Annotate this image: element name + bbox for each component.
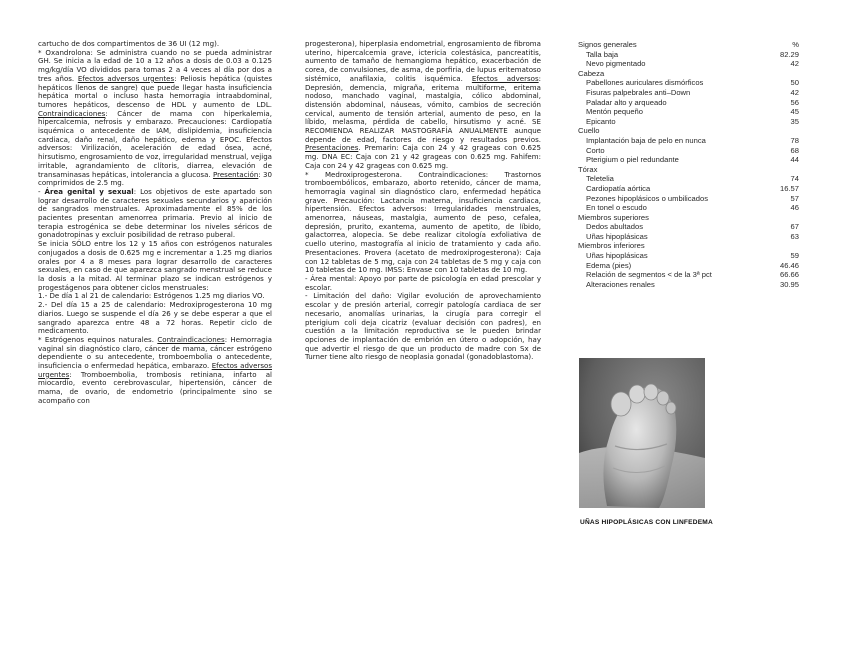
paragraph bbox=[305, 292, 541, 362]
table-section-header bbox=[578, 241, 799, 251]
row-label: Pabellones auriculares dismórficos bbox=[586, 78, 704, 88]
table-row bbox=[578, 261, 799, 271]
row-value: 56 bbox=[790, 97, 799, 107]
table-row bbox=[578, 78, 799, 88]
row-label: Implantación baja de pelo en nunca bbox=[586, 135, 706, 145]
table-row bbox=[578, 194, 799, 204]
row-value: % bbox=[792, 40, 799, 49]
left-text-column bbox=[38, 40, 272, 406]
row-label: Pterigium o piel redundante bbox=[586, 155, 679, 165]
table-section-header bbox=[578, 213, 799, 223]
text-run: 1.- De día 1 al 21 de calendario: Estrógenos 1.25 mg diarios VO. bbox=[38, 291, 265, 301]
table-row bbox=[578, 50, 799, 60]
text-run: : Hemorragia vaginal sin diagnóstico claro, cáncer de mama, cáncer estrógeno dependiente o su antecedente, tromboembolia o antecedente, insuficiencia o enfermedad hepática, embarazo. bbox=[38, 334, 272, 371]
row-label: Uñas hipoplásicas bbox=[586, 231, 648, 241]
paragraph bbox=[305, 40, 541, 171]
foot-photo-image bbox=[579, 358, 705, 508]
row-label: Cardiopatía aórtica bbox=[586, 183, 651, 193]
text-run: - Limitación del daño: Vigilar evolución de aprovechamiento escolar y de presión arterial, corregir patología cardiaca de ser necesario, anomalías urinarias, la cirugía para corregir el pterigium coli deja cicatriz (evaluar decisión con padres), en cuestión a la limitación reproductiva se le pueden brindar opciones de implantación de embrión en útero o adopción, hay que advertir el riesgo de que un producto de madre con Sx de Turner tiene alto riesgo de neoplasia gonadal (gonadoblastoma). bbox=[305, 291, 541, 362]
row-value bbox=[769, 241, 799, 251]
row-label: Signos generales bbox=[578, 40, 637, 49]
table-row bbox=[578, 251, 799, 261]
row-value: 82.29 bbox=[779, 49, 799, 59]
row-label: Epicanto bbox=[586, 116, 616, 126]
paragraph bbox=[38, 240, 272, 292]
paragraph bbox=[38, 49, 272, 188]
table-row bbox=[578, 88, 799, 98]
paragraph bbox=[38, 301, 272, 336]
row-value: 42 bbox=[790, 59, 799, 69]
clinical-signs-table bbox=[578, 40, 799, 289]
row-value: 68 bbox=[790, 145, 799, 155]
row-value: 78 bbox=[790, 135, 799, 145]
text-run: * Oxandrolona: Se administra cuando no se pueda administrar GH. Se inicia a la edad de 10 a 12 años a dosis de 0.03 a 0.125 mg/kg/día VO divididos para tomas 2 a 4 veces al día por dos a tres años. bbox=[38, 47, 272, 83]
paragraph bbox=[38, 188, 272, 240]
text-run: cartucho de dos compartimentos de 36 UI (12 mg). bbox=[38, 39, 220, 48]
row-label: En tonel o escudo bbox=[586, 203, 647, 213]
photo-caption: UÑAS HIPOPLÁSICAS CON LINFEDEMA bbox=[580, 519, 713, 526]
row-label: Cuello bbox=[578, 126, 600, 136]
row-label: Edema (pies) bbox=[586, 260, 632, 270]
text-run: * Medroxiprogesterona. Contraindicaciones: Trastornos tromboembólicos, embarazo, aborto retenido, cáncer de mama, hemorragia vaginal sin diagnóstico claro, enfermedad hepática grave. Precaución: Lactancia materna, insuficiencia cardiaca, hipertensión. Efectos adversos: Irregularidades menstruales, amenorrea, náuseas, mastalgia, aumento de peso, cefalea, depresión, prurito, exantema, aumento de apetito, de líbido, galactorrea, alopecia. Se debe realizar citología exfoliativa de cuello uterino, mastografía al inicio de tratamiento y cada año. Presentaciones. Provera (acetato de medroxiprogesterona): Caja con 12 tabletas de 5 mg, caja con 24 tabletas de 5 mg y caja con 10 tabletas de 10 mg. IMSS: Envase con 10 tabletas de 10 mg. bbox=[305, 169, 541, 275]
row-value: 66.66 bbox=[779, 270, 799, 280]
paragraph bbox=[305, 275, 541, 292]
table-row bbox=[578, 107, 799, 117]
table-row bbox=[578, 184, 799, 194]
row-value: 46.46 bbox=[779, 260, 799, 270]
row-value: 35 bbox=[790, 116, 799, 126]
row-label: Dedos abultados bbox=[586, 222, 643, 232]
row-value: 46 bbox=[790, 203, 799, 213]
row-label: Teletelia bbox=[586, 174, 614, 184]
table-section-header bbox=[578, 40, 799, 50]
row-label: Talla baja bbox=[586, 49, 619, 59]
row-value: 45 bbox=[790, 107, 799, 117]
text-run: : Peliosis hepática (quistes hepáticos llenos de sangre) que puede llegar hasta insuficiencia hepática mortal o incluso hasta hemorragia intraabdominal, tumores hepáticos, descenso de HDL y aumento de LDL. bbox=[38, 73, 272, 109]
underlined-heading: Contraindicaciones bbox=[38, 108, 106, 118]
row-label: Miembros inferiores bbox=[578, 241, 645, 251]
text-run: * Estrógenos equinos naturales. bbox=[38, 334, 158, 344]
table-section-header bbox=[578, 165, 799, 175]
row-value: 67 bbox=[790, 222, 799, 232]
text-run: : Los objetivos de este apartado son lograr desarrollo de caracteres sexuales secundarios y aparición de sangrados menstruales. Aproximadamente el 85% de los pacientes presentan amenorrea primaria. Previo al inicio de terapia estrogénica se debe determinar los niveles séricos de gonadotropinas y excluir posibilidad de retraso puberal. bbox=[38, 186, 272, 240]
row-value: 42 bbox=[790, 87, 799, 97]
text-run: : Tromboembolia, trombosis retiniana, infarto al miocardio, evento cerebrovascular, hipertensión, cáncer de mama, de ovario, de endometrio (principalmente sino se acompaño con bbox=[38, 369, 272, 405]
row-value: 44 bbox=[790, 155, 799, 165]
row-label: Miembros superiores bbox=[578, 212, 649, 222]
row-value: 16.57 bbox=[779, 183, 799, 193]
table-row bbox=[578, 98, 799, 108]
row-value: 57 bbox=[790, 193, 799, 203]
text-run: - bbox=[38, 186, 45, 196]
row-value: 59 bbox=[790, 251, 799, 261]
table-row bbox=[578, 59, 799, 69]
row-label: Uñas hipoplásicas bbox=[586, 251, 648, 261]
underlined-heading: Presentaciones bbox=[305, 143, 359, 153]
row-value bbox=[769, 213, 799, 223]
table-section-header bbox=[578, 69, 799, 79]
text-run: . Premarin: Caja con 24 y 42 grageas con 0.625 mg. DNA EC: Caja con 21 y 42 grageas con 0.625 mg. Fahifem: Caja con 24 y 42 grageas con 0.625 mg. bbox=[305, 143, 541, 170]
paragraph bbox=[38, 336, 272, 406]
paragraph bbox=[305, 171, 541, 275]
row-label: Paladar alto y arqueado bbox=[586, 97, 667, 107]
underlined-heading: Efectos adversos urgentes bbox=[77, 73, 175, 83]
foot-photo bbox=[579, 358, 705, 508]
row-label: Fisuras palpebrales anti–Down bbox=[586, 87, 691, 97]
table-row bbox=[578, 146, 799, 156]
row-value: 74 bbox=[790, 174, 799, 184]
text-run: : 30 comprimidos de 2.5 mg. bbox=[38, 169, 273, 188]
table-section-header bbox=[578, 126, 799, 136]
table-row bbox=[578, 203, 799, 213]
row-label: Tórax bbox=[578, 164, 598, 174]
text-run: progesterona), hiperplasia endometrial, engrosamiento de fibroma uterino, hipercalcemia grave, ictericia colestásica, pancreatitis, aumento de tamaño de hemangioma hepático, exacerbación de corea, de convulsiones, de asma, de porfiria, de lupus eritematoso sistémico, anafilaxia, colitis isquémica. bbox=[305, 39, 541, 83]
row-value: 50 bbox=[790, 78, 799, 88]
table-row bbox=[578, 155, 799, 165]
row-label: Relación de segmentos < de la 3ª pct bbox=[586, 270, 712, 280]
text-run: : Cáncer de mama con hiperkalemia, hipercalcemia, nefrosis y embarazo. Precauciones: Cardiopatía isquémica o antecedente de IAM, dislipidemia, insuficiencia cardiaca, daño renal, daño hepático, edema y EPOC. Efectos adversos: Virilización, aceleración de edad ósea, acné, hirsutismo, engrosamiento de voz, irregularidad menstrual, vejiga irritable, agrandamiento de clítoris, diarrea, elevación de transaminasas hepáticas, intolerancia a glucosa. bbox=[38, 108, 272, 179]
table-row bbox=[578, 270, 799, 280]
row-value: 63 bbox=[790, 231, 799, 241]
table-row bbox=[578, 174, 799, 184]
text-run: 2.- Del día 15 a 25 de calendario: Medroxiprogesterona 10 mg diarios. Luego se suspende el día 26 y se debe esperar a que el sangrado aparezca entre 48 a 72 horas. Repetir ciclo de medicamento. bbox=[38, 300, 272, 336]
row-label: Pezones hipoplásicos o umbilicados bbox=[586, 193, 708, 203]
row-value: 30.95 bbox=[779, 279, 799, 289]
row-value bbox=[769, 126, 799, 136]
underlined-heading: Presentación bbox=[212, 169, 259, 179]
row-value bbox=[769, 165, 799, 175]
table-row bbox=[578, 222, 799, 232]
underlined-heading: Contraindicaciones bbox=[157, 334, 225, 344]
text-run: : Depresión, demencia, migraña, eritema multiforme, eritema nodoso, manchado vaginal, mastalgia, cólico abdominal, distensión abdominal, náuseas, vómito, cambios de secreción cervical, aumento de tensión arterial, aumento de peso, en la líbido, melasma, pérdida de cabello, hirsutismo y acné. SE RECOMIENDA REALIZAR MASTOGRAFÍA ANUALMENTE aunque depende de edad, factores de riesgo y resultados previos. bbox=[305, 73, 542, 144]
text-run: Se inicia SÓLO entre los 12 y 15 años con estrógenos naturales conjugados a dosis de 0.625 mg e incrementar a 1.25 mg diarios orales por 4 a 8 meses para lograr desarrollo de caracteres sexuales, en caso de que aparezca sangrado menstrual se reduce la dosis a la mitad. Al terminar plazo se indican estrógenos y progestágenos para obtener ciclos menstruales: bbox=[38, 239, 272, 292]
row-label: Corto bbox=[586, 145, 605, 155]
bold-heading: Área genital y sexual bbox=[44, 186, 134, 196]
table-row bbox=[578, 280, 799, 290]
underlined-heading: Efectos adversos bbox=[471, 73, 539, 83]
middle-text-column bbox=[305, 40, 541, 362]
text-run: - Área mental: Apoyo por parte de psicología en edad prescolar y escolar. bbox=[305, 273, 541, 292]
table-row bbox=[578, 232, 799, 242]
table-row bbox=[578, 117, 799, 127]
row-label: Nevo pigmentado bbox=[586, 59, 646, 69]
row-label: Alteraciones renales bbox=[586, 279, 655, 289]
table-row bbox=[578, 136, 799, 146]
row-label: Mentón pequeño bbox=[586, 107, 644, 117]
underlined-heading: Efectos adversos urgentes bbox=[38, 361, 272, 379]
row-label: Cabeza bbox=[578, 68, 605, 78]
row-value bbox=[769, 69, 799, 79]
